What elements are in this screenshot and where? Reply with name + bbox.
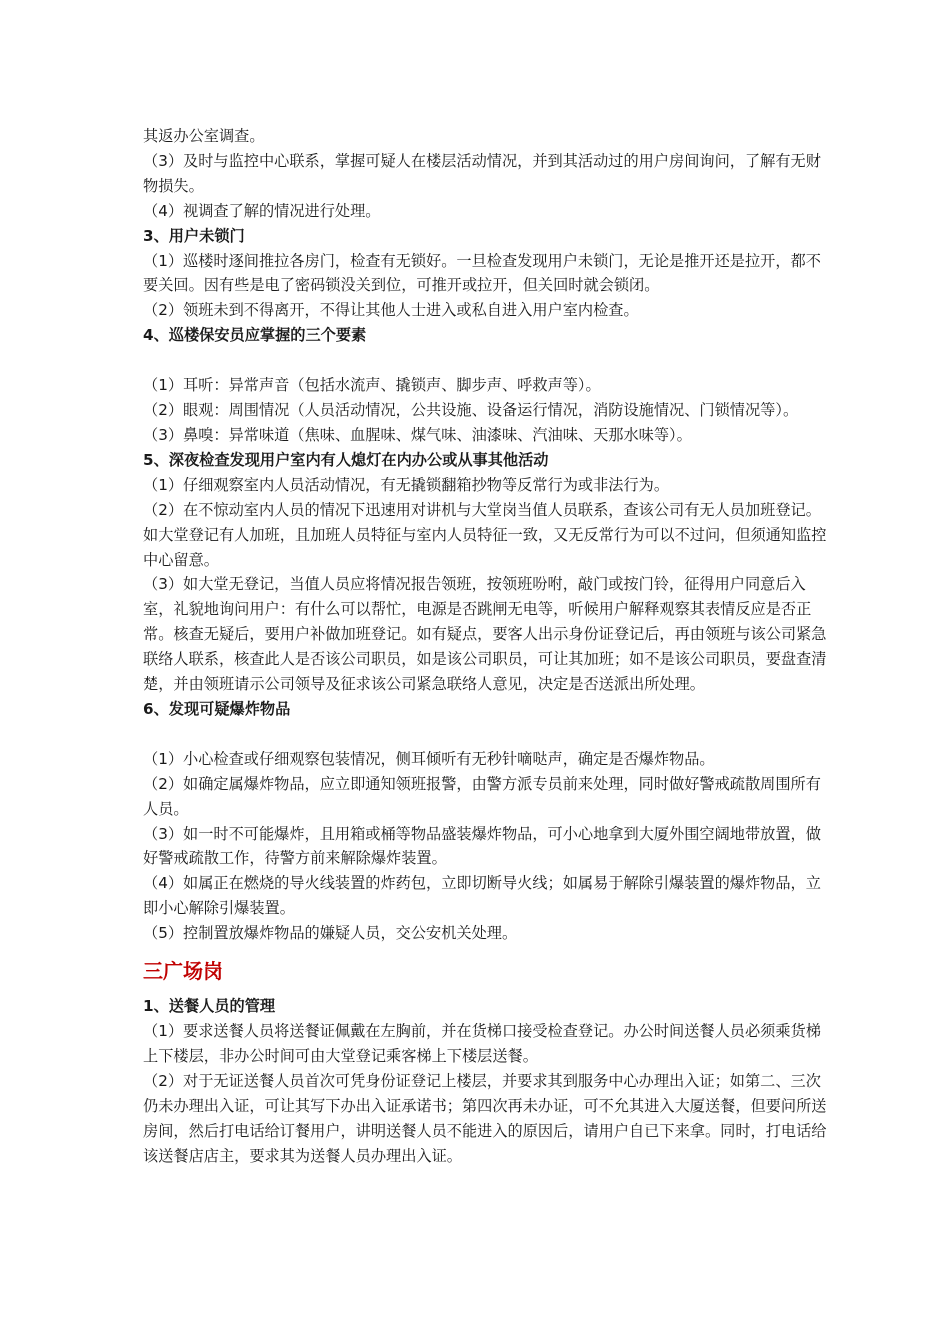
paragraph: （3）如大堂无登记，当值人员应将情况报告领班，按领班吩咐，敲门或按门铃，征得用户同意后入室，礼貌地询问用户：有什么可以帮忙，电源是否跳闸无电等，听候用户解释观察其表情反应是否正常。核查无疑后，要用户补做加班登记。如有疑点，要客人出示身份证登记后，再由领班与该公司紧急联络人联系，核查此人是否该公司职员，如是该公司职员，可让其加班；如不是该公司职员，要盘查清楚，并由领班请示公司领导及征求该公司紧急联络人意见，决定是否送派出所处理。 [143, 575, 827, 694]
paragraph: （1）巡楼时逐间推拉各房门，检查有无锁好。一旦检查发现用户未锁门，无论是推开还是拉开，都不要关回。因有些是电了密码锁没关到位，可推开或拉开，但关回时就会锁闭。 [143, 251, 821, 295]
paragraph: （4）视调查了解的情况进行处理。 [143, 201, 381, 220]
paragraph: （2）在不惊动室内人员的情况下迅速用对讲机与大堂岗当值人员联系，查该公司有无人员加班登记。如大堂登记有人加班，且加班人员特征与室内人员特征一致，又无反常行为可以不过问，但须通知监控中心留意。 [143, 500, 827, 569]
subheading: 5、深夜检查发现用户室内有人熄灯在内办公或从事其他活动 [143, 450, 549, 469]
subheading: 4、巡楼保安员应掌握的三个要素 [143, 326, 367, 345]
paragraph: （1）仔细观察室内人员活动情况，有无撬锁翻箱抄物等反常行为或非法行为。 [143, 475, 670, 494]
paragraph: 其返办公室调查。 [143, 127, 265, 145]
blank-line [143, 348, 828, 373]
paragraph: （5）控制置放爆炸物品的嫌疑人员，交公安机关处理。 [143, 924, 518, 943]
paragraph: （3）及时与监控中心联系，掌握可疑人在楼层活动情况，并到其活动过的用户房间询问，了解有无财物损失。 [143, 151, 821, 195]
section-title: 三广场岗 [143, 959, 223, 984]
paragraph: （2）眼观：周围情况（人员活动情况，公共设施、设备运行情况，消防设施情况、门锁情况等）。 [143, 401, 799, 420]
paragraph: （1）耳听：异常声音（包括水流声、撬锁声、脚步声、呼救声等）。 [143, 376, 601, 395]
subheading: 3、用户未锁门 [143, 226, 245, 245]
document-body [143, 124, 828, 1168]
paragraph: （4）如属正在燃烧的导火线装置的炸药包，立即切断导火线；如属易于解除引爆装置的爆炸物品，立即小心解除引爆装置。 [143, 874, 821, 918]
paragraph: （3）如一时不可能爆炸，且用箱或桶等物品盛装爆炸物品，可小心地拿到大厦外围空阔地带放置，做好警戒疏散工作，待警方前来解除爆炸装置。 [143, 824, 821, 868]
subheading: 6、发现可疑爆炸物品 [143, 699, 291, 718]
paragraph: （3）鼻嗅：异常味道（焦味、血腥味、煤气味、油漆味、汽油味、天那水味等）。 [143, 425, 692, 444]
paragraph: （1）要求送餐人员将送餐证佩戴在左胸前，并在货梯口接受检查登记。办公时间送餐人员必须乘货梯上下楼层，非办公时间可由大堂登记乘客梯上下楼层送餐。 [143, 1022, 821, 1065]
paragraph: （1）小心检查或仔细观察包装情况，侧耳倾听有无秒针嘀哒声，确定是否爆炸物品。 [143, 749, 715, 768]
blank-line [143, 722, 828, 747]
paragraph: （2）如确定属爆炸物品，应立即通知领班报警，由警方派专员前来处理，同时做好警戒疏散周围所有人员。 [143, 774, 821, 818]
subheading: 1、送餐人员的管理 [143, 997, 276, 1016]
paragraph: （2）领班未到不得离开，不得让其他人士进入或私自进入用户室内检查。 [143, 301, 639, 320]
paragraph: （2）对于无证送餐人员首次可凭身份证登记上楼层，并要求其到服务中心办理出入证；如第二、三次仍未办理出入证，可让其写下办出入证承诺书；第四次再未办证，可不允其进入大厦送餐，但要问所送房间，然后打电话给订餐用户，讲明送餐人员不能进入的原因后，请用户自已下来拿。同时，打电话给该送餐店店主，要求其为送餐人员办理出入证。 [143, 1071, 827, 1165]
